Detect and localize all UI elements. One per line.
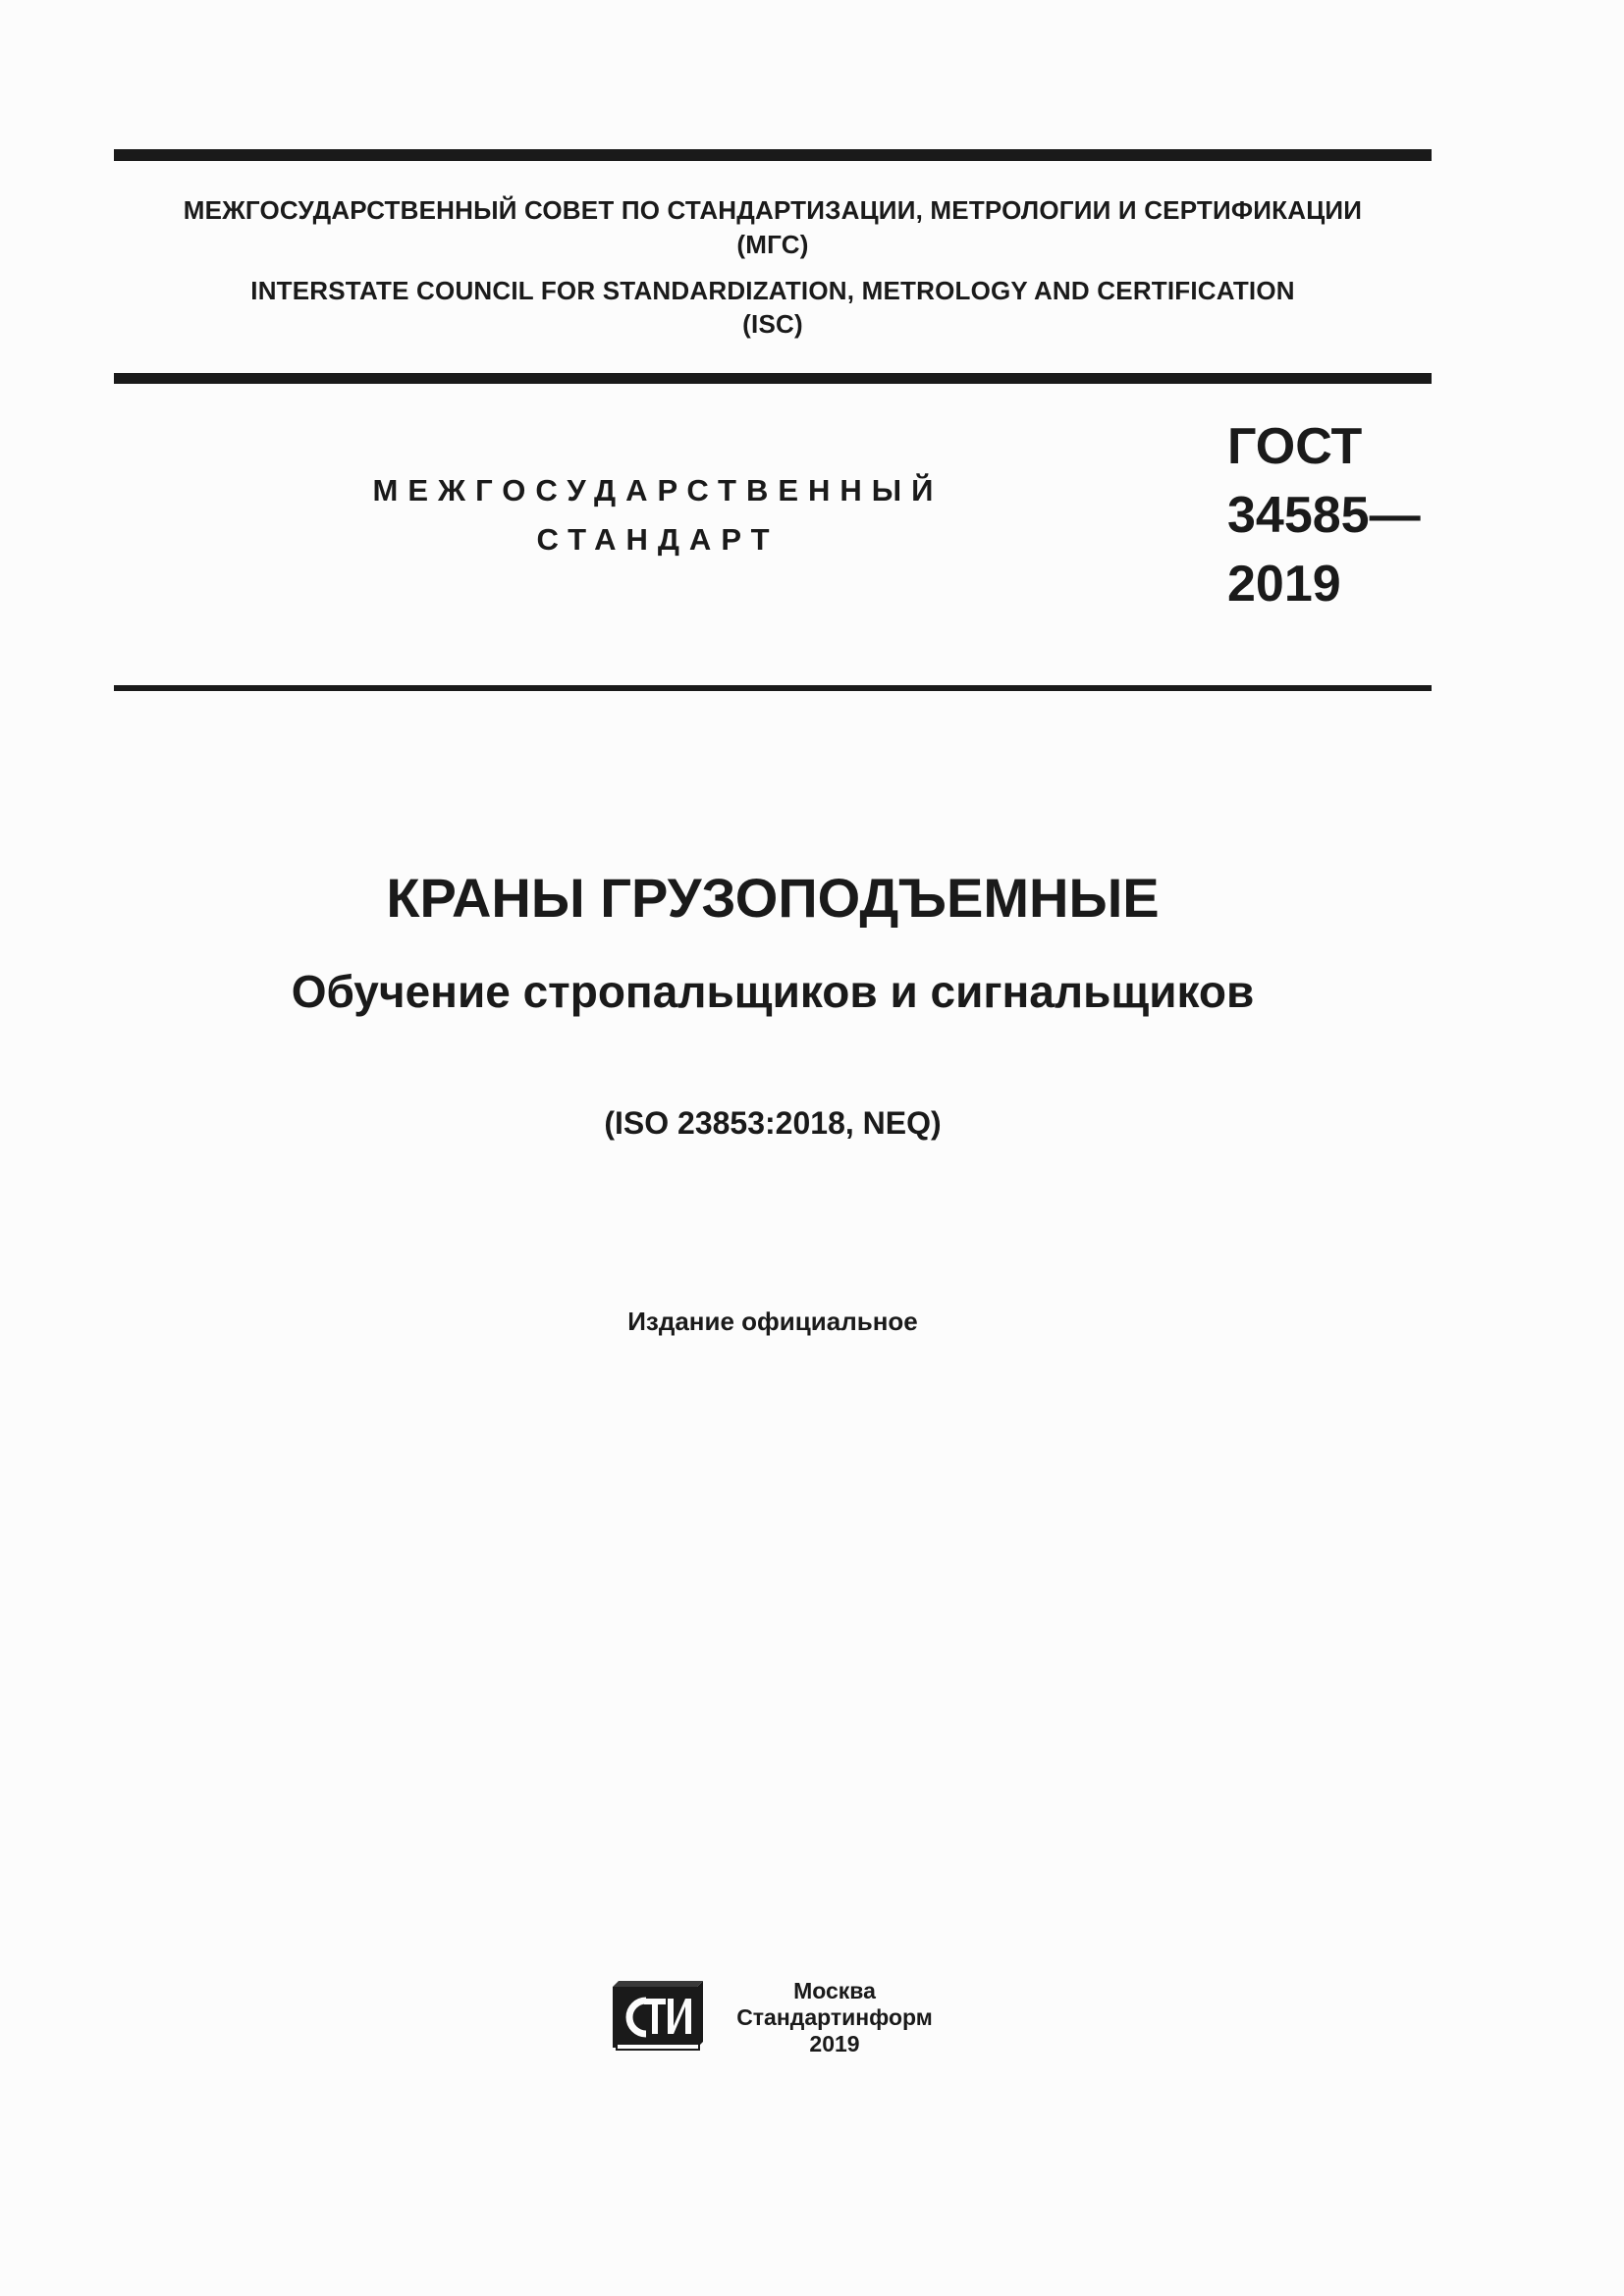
standard-number-year: 2019 [1227,556,1341,613]
council-abbr-en: (ISC) [742,309,803,339]
standard-number-prefix: ГОСТ [1227,418,1363,475]
document-subtitle: Обучение стропальщиков и сигнальщиков [291,966,1255,1017]
publisher-year: 2019 [809,2031,860,2056]
document-title: КРАНЫ ГРУЗОПОДЪЕМНЫЕ [386,867,1160,929]
council-name-en: INTERSTATE COUNCIL FOR STANDARDIZATION, METROLOGY AND CERTIFICATION [250,276,1295,305]
council-name-ru: МЕЖГОСУДАРСТВЕННЫЙ СОВЕТ ПО СТАНДАРТИЗАЦИИ, МЕТРОЛОГИИ И СЕРТИФИКАЦИИ [183,195,1363,225]
document-iso-reference: (ISO 23853:2018, NEQ) [604,1105,942,1141]
standard-number-code: 34585— [1227,487,1421,544]
publisher-name: Стандартинформ [736,2004,933,2030]
council-abbr-ru: (МГС) [736,230,809,259]
top-divider [114,149,1432,161]
lower-divider [114,685,1432,691]
publisher-block [722,1978,947,2057]
publisher-city: Москва [793,1978,876,2003]
standard-number [1227,412,1434,618]
edition-note: Издание официальное [627,1307,918,1336]
standartinform-logo-icon [611,1979,705,2054]
middle-divider [114,373,1432,384]
standard-type-line-2: СТАНДАРТ [536,522,780,557]
standard-type-line-1: МЕЖГОСУДАРСТВЕННЫЙ [372,473,944,507]
